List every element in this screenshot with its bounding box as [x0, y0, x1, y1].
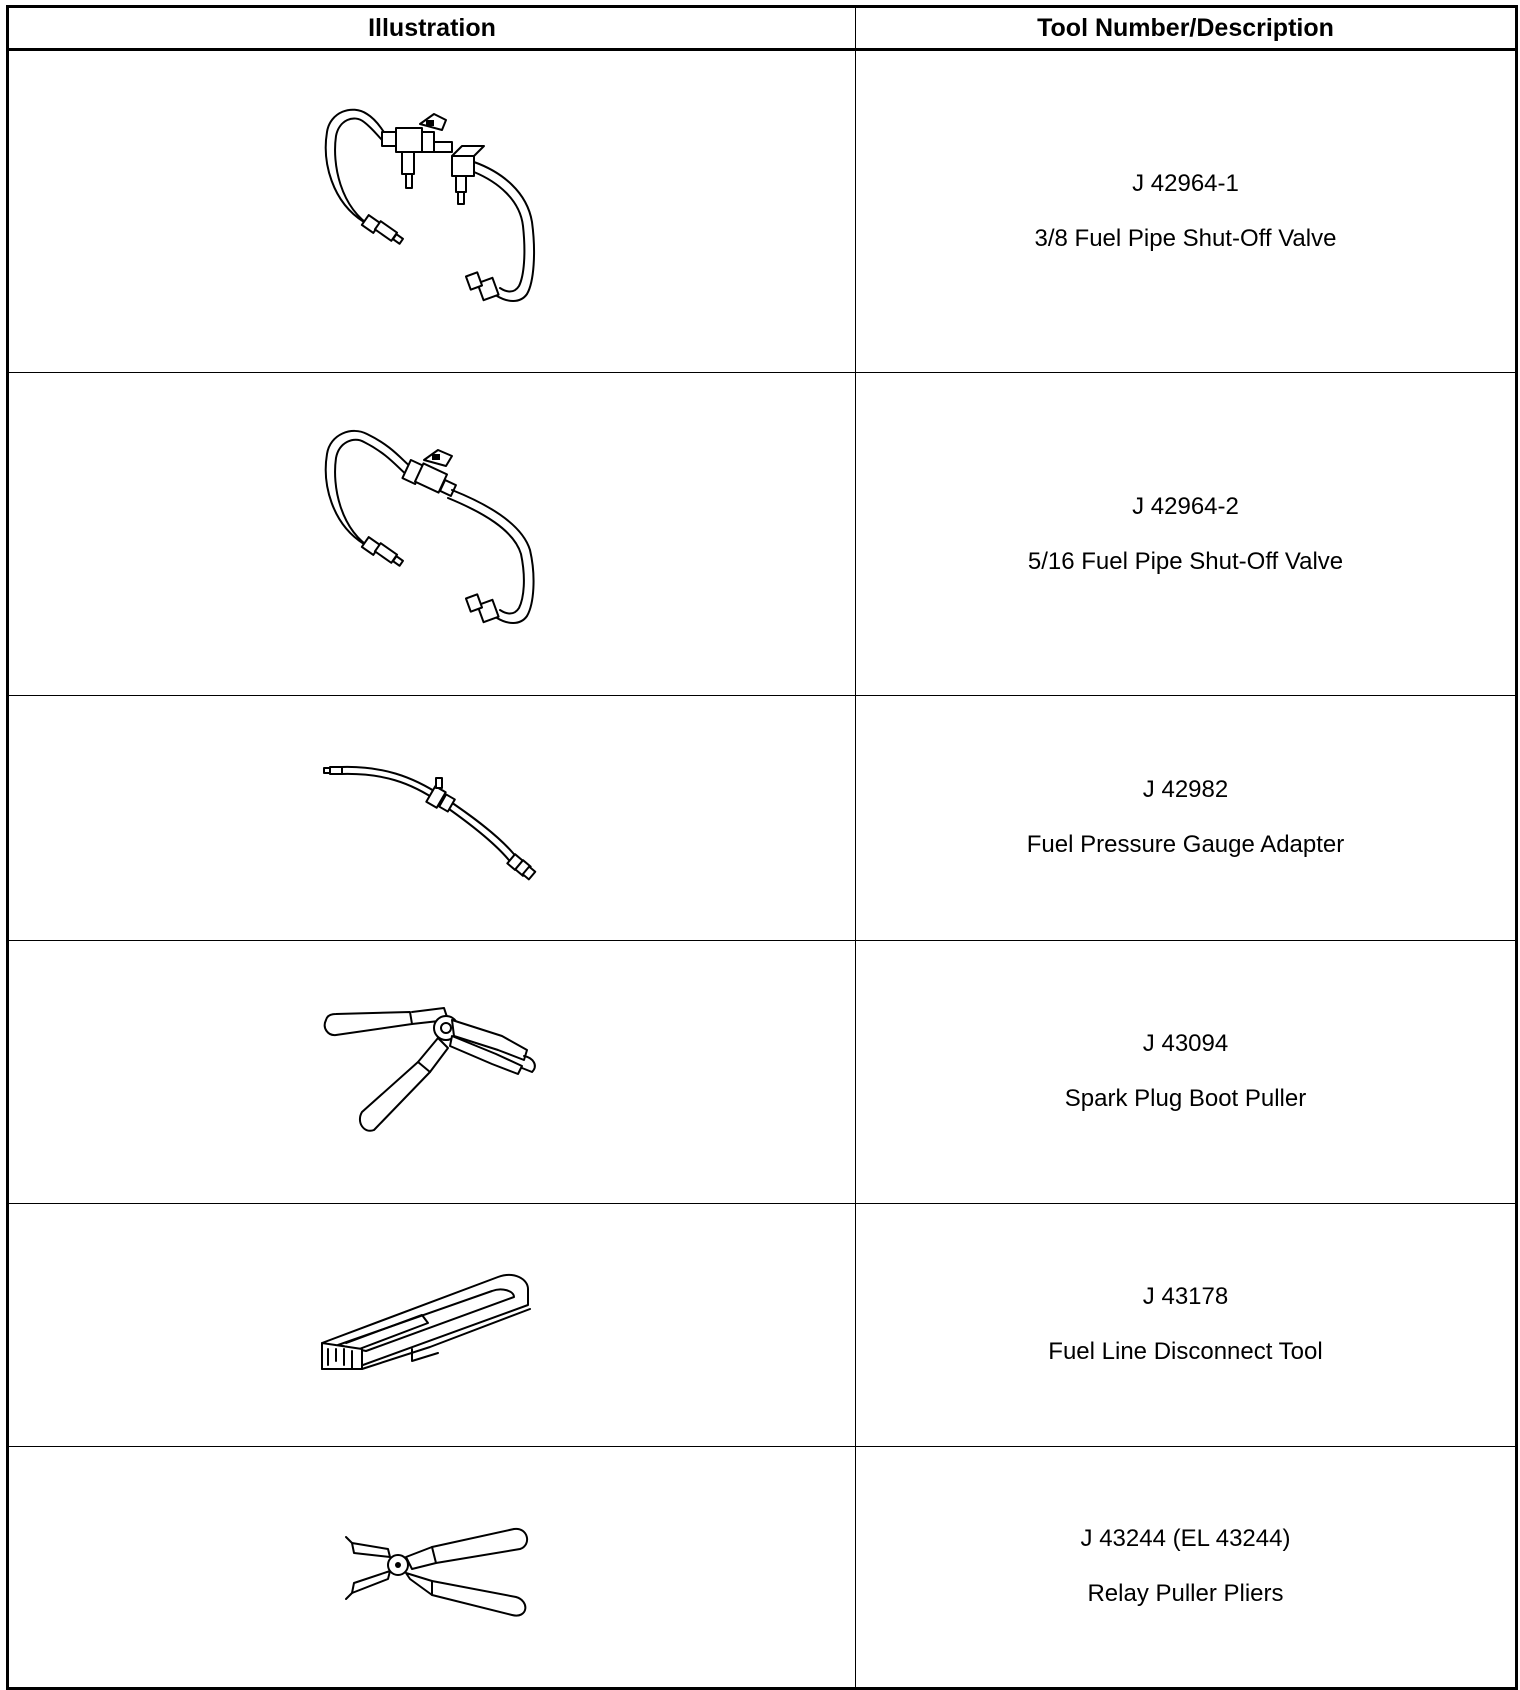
illustration-cell: [8, 1203, 856, 1446]
tool-number: J 42964-2: [1132, 492, 1239, 520]
tool-number: J 43178: [1142, 1283, 1229, 1311]
table-row: [8, 1446, 1517, 1688]
header-tool-number-description: Tool Number/Description: [856, 7, 1517, 50]
fuel-line-disconnect-tool-icon: [302, 1265, 562, 1385]
special-tools-table: [6, 5, 1518, 1690]
tool-description-cell: [856, 696, 1517, 940]
table-row: [8, 940, 1517, 1203]
tool-description: 5/16 Fuel Pipe Shut-Off Valve: [1027, 547, 1344, 575]
tool-description: Relay Puller Pliers: [1087, 1580, 1284, 1608]
table-row: [8, 373, 1517, 696]
tool-number: J 43244 (EL 43244): [1080, 1525, 1291, 1553]
illustration-cell: [8, 1446, 856, 1688]
tool-description-cell: [856, 940, 1517, 1203]
tool-description: Fuel Pressure Gauge Adapter: [1026, 831, 1345, 859]
illustration-cell: [8, 50, 856, 373]
tool-number: J 42964-1: [1132, 170, 1239, 198]
fuel-pipe-shutoff-valve-3-8-icon: [302, 102, 562, 322]
tool-number: J 42982: [1142, 776, 1229, 804]
table-header-row: [8, 7, 1517, 50]
tool-description: 3/8 Fuel Pipe Shut-Off Valve: [1034, 225, 1337, 253]
spark-plug-boot-puller-icon: [302, 1002, 562, 1142]
tool-description-cell: [856, 50, 1517, 373]
table-row: [8, 696, 1517, 940]
fuel-pipe-shutoff-valve-5-16-icon: [302, 424, 562, 644]
tool-description-cell: [856, 1203, 1517, 1446]
tool-description-cell: [856, 373, 1517, 696]
fuel-pressure-gauge-adapter-icon: [302, 748, 562, 888]
tool-description: Spark Plug Boot Puller: [1064, 1085, 1307, 1113]
illustration-cell: [8, 373, 856, 696]
table-row: [8, 50, 1517, 373]
table-row: [8, 1203, 1517, 1446]
illustration-cell: [8, 696, 856, 940]
relay-puller-pliers-icon: [302, 1507, 562, 1627]
header-illustration: Illustration: [8, 7, 856, 50]
tool-number: J 43094: [1142, 1030, 1229, 1058]
tool-description: Fuel Line Disconnect Tool: [1048, 1338, 1323, 1366]
tool-description-cell: [856, 1446, 1517, 1688]
illustration-cell: [8, 940, 856, 1203]
